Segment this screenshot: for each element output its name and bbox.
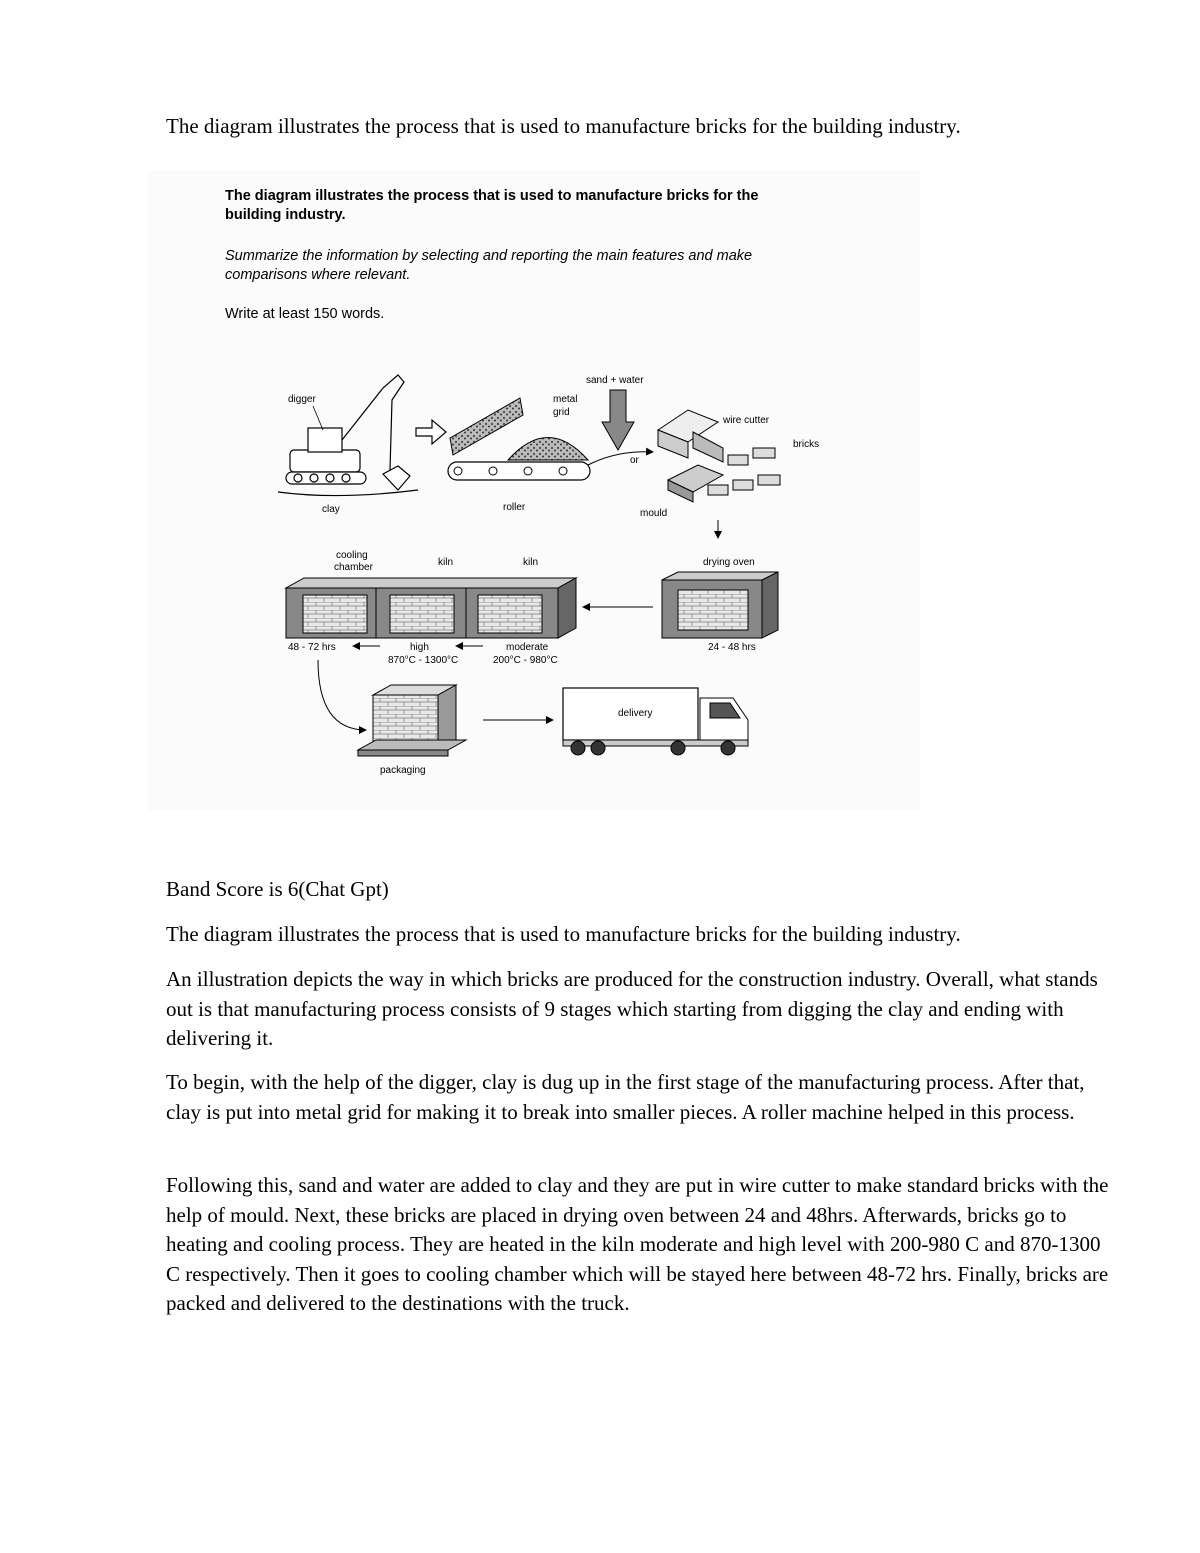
paragraph-overview: An illustration depicts the way in which bricks are produced for the construction industry. Overall, what stands out is that manufacturing process consists of 9 stages which starting from digging the clay and ending with delivering it.: [166, 967, 1098, 1050]
label-moderate-temp: 200°C - 980°C: [493, 655, 558, 666]
paragraph-later-stages: Following this, sand and water are added to clay and they are put in wire cutter to make standard bricks with the help of mould. Next, these bricks are placed in drying oven between 24 and 48hrs. Afterwards, bricks go to heating and cooling process. They are heated in the kiln moderate and high level with 200-980 C and 870-1300 C respectively. Then it goes to cooling chamber which will be stayed here between 48-72 hrs. Finally, bricks are packed and delivered to the destinations with the truck.: [166, 1173, 1109, 1315]
down-arrow-icon: [602, 390, 634, 450]
wire-cutter-icon: [658, 410, 723, 462]
document-heading: The diagram illustrates the process that is used to manufacture bricks for the building industry.: [166, 114, 961, 138]
prompt-instruction-line2: comparisons where relevant.: [225, 267, 411, 283]
drying-oven-icon: [662, 572, 778, 638]
label-kiln-moderate: kiln: [523, 557, 539, 568]
prompt-word-limit: Write at least 150 words.: [225, 306, 385, 322]
label-clay: clay: [322, 504, 340, 515]
label-drying-time: 24 - 48 hrs: [708, 642, 756, 653]
mould-icon: [668, 465, 723, 502]
label-packaging: packaging: [380, 765, 426, 776]
label-metal: metal: [553, 394, 578, 405]
label-sand-water: sand + water: [586, 375, 644, 386]
kiln-tunnel-icon: [286, 578, 576, 638]
band-score: Band Score is 6(Chat Gpt): [166, 877, 389, 901]
label-digger: digger: [288, 394, 316, 405]
label-bricks: bricks: [793, 439, 820, 450]
label-wire-cutter: wire cutter: [723, 415, 770, 426]
label-cooling: cooling: [336, 550, 368, 561]
prompt-title-line1: The diagram illustrates the process that is used to manufacture bricks for the: [225, 188, 759, 204]
prompt-title-line2: building industry.: [225, 207, 346, 223]
label-drying-oven: drying oven: [703, 557, 755, 568]
label-high-temp: 870°C - 1300°C: [388, 655, 459, 666]
delivery-truck-icon: [563, 688, 748, 755]
label-moderate: moderate: [506, 642, 549, 653]
label-roller: roller: [503, 502, 526, 513]
label-or: or: [630, 455, 639, 466]
packaging-icon: [358, 685, 466, 756]
hollow-arrow-icon: [416, 420, 446, 444]
label-high: high: [410, 642, 429, 653]
paragraph-first-stages: To begin, with the help of the digger, clay is dug up in the first stage of the manufacturing process. After that, clay is put into metal grid for making it to break into smaller pieces. A roller machine helped in this process.: [166, 1070, 1085, 1124]
prompt-instruction-line1: Summarize the information by selecting and reporting the main features and make: [225, 248, 753, 264]
label-grid: grid: [553, 407, 570, 418]
brick-process-figure: [148, 170, 920, 810]
label-delivery: delivery: [618, 708, 653, 719]
label-mould: mould: [640, 508, 668, 519]
label-chamber: chamber: [334, 562, 373, 573]
label-kiln-high: kiln: [438, 557, 454, 568]
label-cooling-time: 48 - 72 hrs: [288, 642, 336, 653]
essay-title: The diagram illustrates the process that is used to manufacture bricks for the building industry.: [166, 922, 961, 946]
